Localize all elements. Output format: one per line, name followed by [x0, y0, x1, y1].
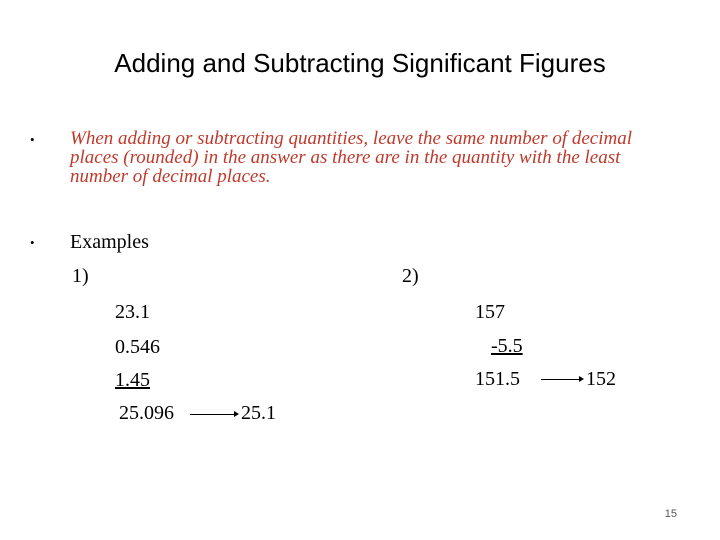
bullet-marker: • [30, 132, 35, 147]
arrow-icon [190, 414, 236, 415]
arrow-icon [541, 379, 581, 380]
example2-value-1: 157 [475, 301, 505, 323]
page-number: 15 [664, 508, 677, 520]
bullet-marker: • [30, 235, 35, 250]
examples-label: Examples [70, 231, 149, 253]
example1-label: 1) [72, 265, 89, 287]
example1-value-2: 0.546 [115, 336, 160, 358]
rule-text: When adding or subtracting quantities, leave the same number of decimal places (rounded) in the answer as there are in the quantity with the least number of decimal places. [70, 128, 632, 187]
example2-label: 2) [402, 265, 419, 287]
example1-value-3: 1.45 [115, 369, 150, 391]
example1-rounded: 25.1 [241, 402, 276, 424]
example1-value-1: 23.1 [115, 301, 150, 323]
example1-sum: 25.096 [119, 402, 174, 424]
example2-value-2: -5.5 [491, 335, 523, 357]
example2-rounded: 152 [586, 368, 616, 390]
slide-title: Adding and Subtracting Significant Figures [114, 48, 606, 78]
example2-difference: 151.5 [475, 368, 520, 390]
